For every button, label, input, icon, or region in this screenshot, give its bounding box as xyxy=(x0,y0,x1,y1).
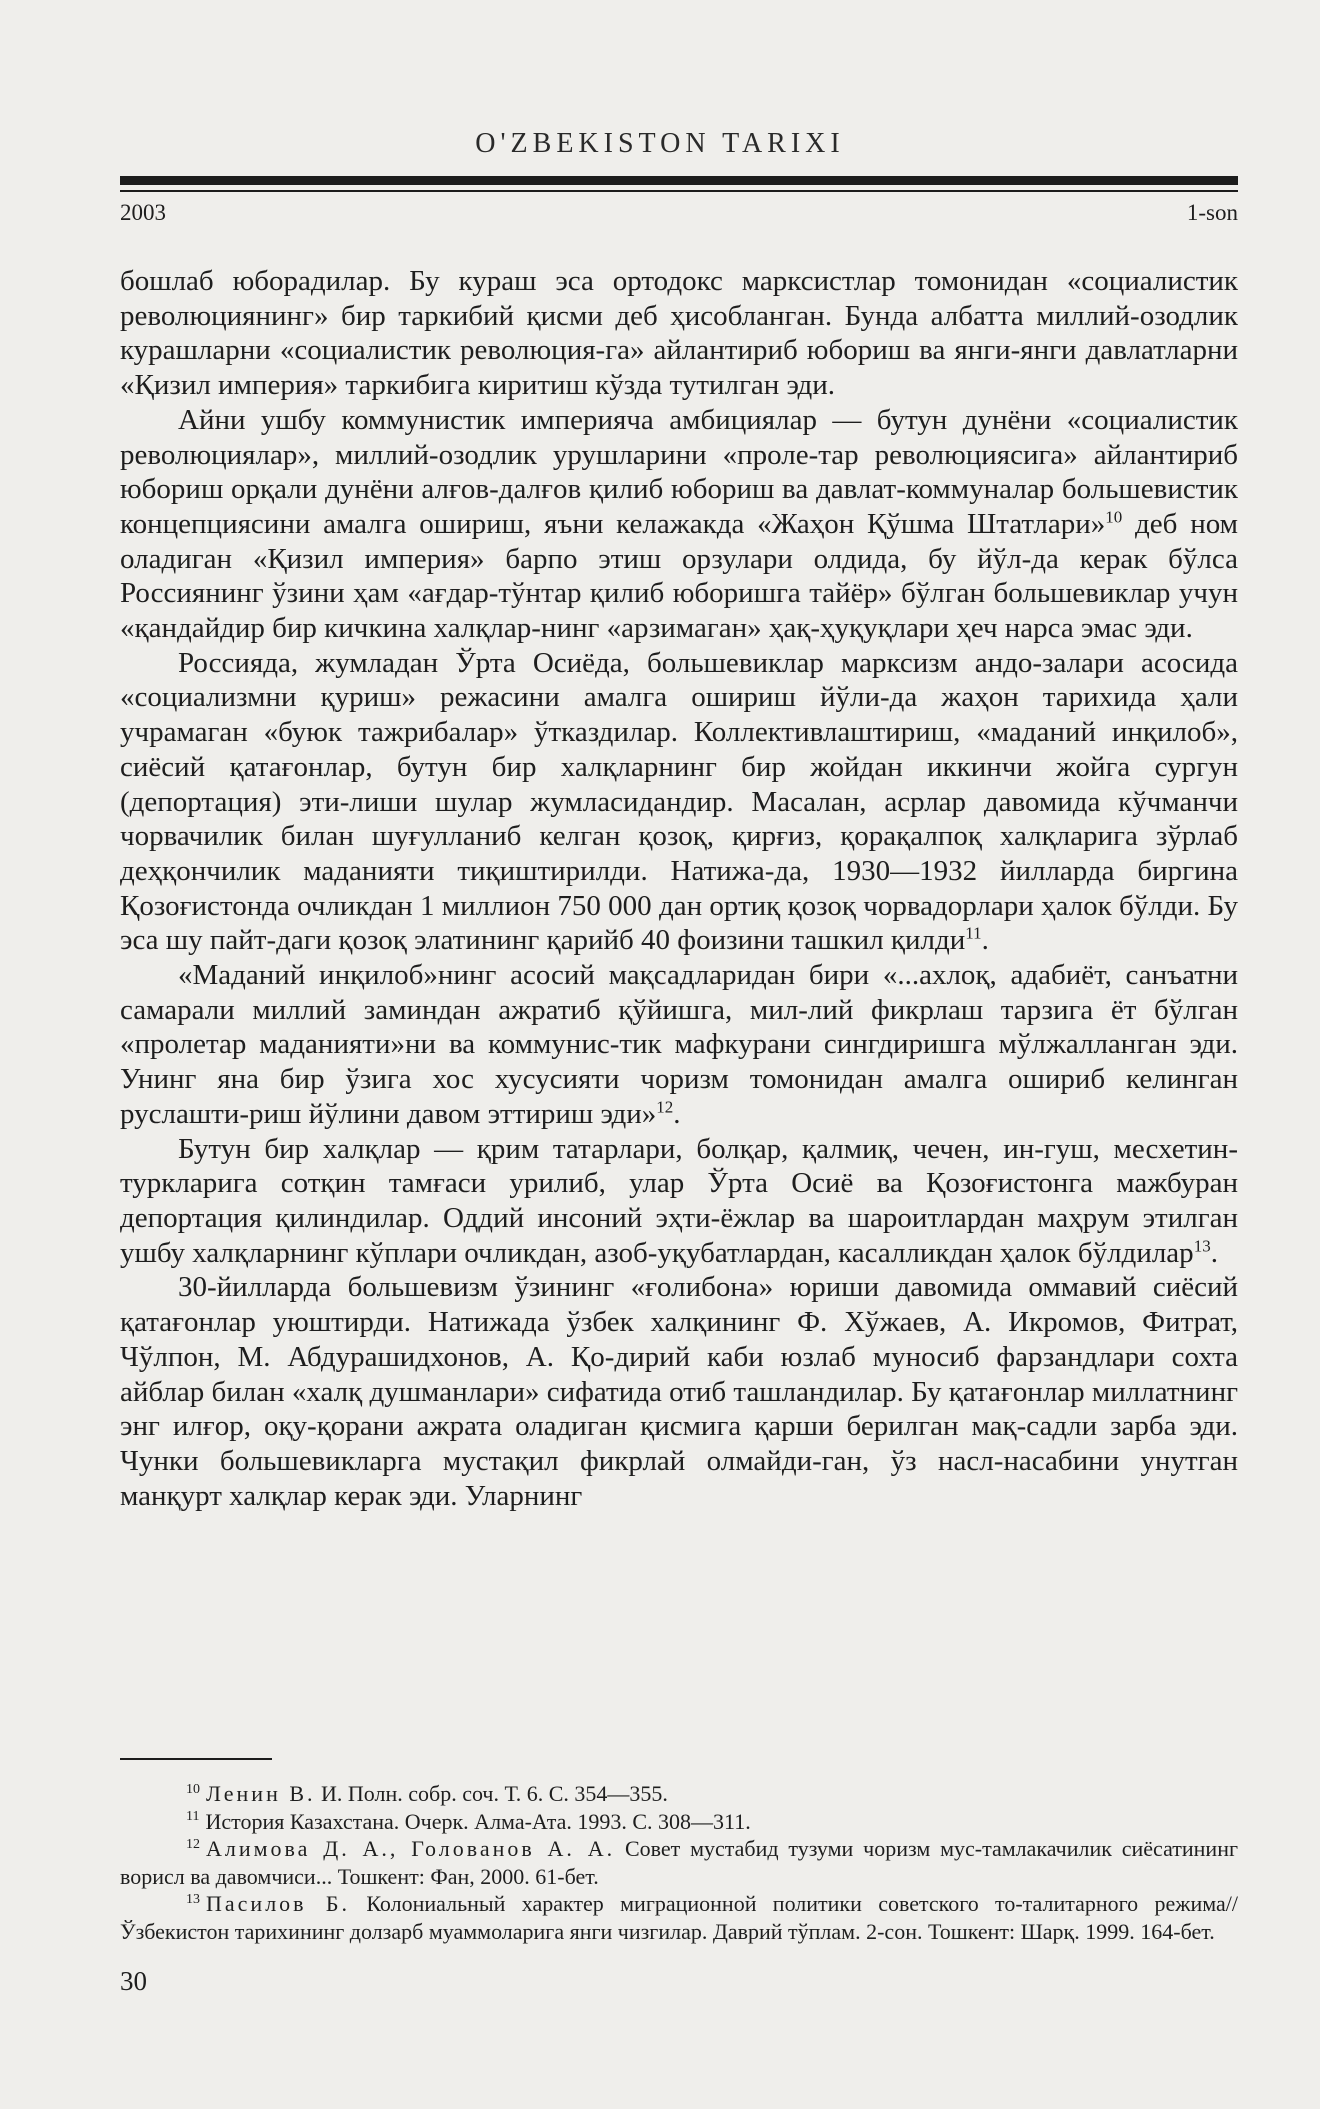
paragraph: Россияда, жумладан Ўрта Осиёда, большевиклар марксизм андо-залари асосида «социализмни қуриш» режасини амалга ошириш йўли-да жаҳон тарихида ҳали учрамаган «буюк тажрибалар» ўтказдилар. Коллективлаштириш, «маданий инқилоб», сиёсий қатағонлар, бутун бир халқларнинг бир жойдан иккинчи жойга сургун (депортация) эти-лиши шулар жумласидандир. Масалан, асрлар давомида кўчманчи чорвачилик билан шуғулланиб келган қозоқ, қирғиз, қорақалпоқ халқларига зўрлаб деҳқончилик маданияти тиқиштирилди. Натижа-да, 1930—1932 йилларда биргина Қозоғистонда очликдан 1 миллион 750 000 дан ортиқ қозоқ чорвадорлари ҳалок бўлди. Бу эса шу пайт-даги қозоқ элатининг қарийб 40 фоизини ташкил қилди$^{11}$. xyxy=(120,646,1238,957)
issue-number: 1-son xyxy=(1186,200,1238,225)
header-rule-thick xyxy=(120,176,1238,185)
footnote: $^{11}$ История Казахстана. Очерк. Алма-Ата. 1993. С. 308—311. xyxy=(186,1808,751,1834)
footnote-ref: 13 xyxy=(1193,1236,1211,1256)
footnote-separator xyxy=(120,1758,272,1760)
article-body xyxy=(120,264,1238,1513)
footnotes xyxy=(120,1780,1238,1945)
footnote-ref: 11 xyxy=(965,923,982,943)
journal-title: O'ZBEKISTON TARIXI xyxy=(475,128,845,159)
paragraph: «Маданий инқилоб»нинг асосий мақсадларидан бири «...ахлоқ, адабиёт, санъатни самарали миллий заминдан ажратиб қўйишга, мил-лий фикрлаш тарзига ёт бўлган «пролетар маданияти»ни ва коммунис-тик мафкурани сингдиришга мўлжалланган эди. Унинг яна бир ўзига хос хусусияти чоризм томонидан амалга ошириб келинган руслашти-риш йўлини давом эттириш эди»$^{12}$. xyxy=(120,959,1238,1130)
paragraph: бошлаб юборадилар. Бу кураш эса ортодокс марксистлар томонидан «социалистик революциянинг» бир таркибий қисми деб ҳисобланган. Бунда албатта миллий-озодлик курашларни «социалистик революция-га» айлантириб юбориш ва янги-янги давлатларни «Қизил империя» таркибига киритиш кўзда тутилган эди. xyxy=(120,265,1238,402)
paragraph: 30-йилларда большевизм ўзининг «ғолибона» юриши давомида оммавий сиёсий қатағонлар уюштирди. Натижада ўзбек халқининг Ф. Хўжаев, А. Икромов, Фитрат, Чўлпон, М. Абдурашидхонов, А. Қо-дирий каби юзлаб муносиб фарзандлари сохта айблар билан «халқ душманлари» сифатида отиб ташландилар. Бу қатағонлар миллатнинг энг илғор, оқу-қорани ажрата оладиган қисмига қарши берилган мақ-садли зарба эди. Чунки большевикларга мустақил фикрлай олмайди-ган, ўз насл-насабини унутган манқурт халқлар керак эди. Уларнинг xyxy=(120,1271,1238,1512)
paragraph: Бутун бир халқлар — қрим татарлари, болқар, қалмиқ, чечен, ин-гуш, месхетин-туркларига сотқин тамғаси урилиб, улар Ўрта Осиё ва Қозоғистонга мажбуран депортация қилиндилар. Оддий инсоний эҳти-ёжлар ва шароитлардан маҳрум этилган ушбу халқларнинг кўплари очликдан, азоб-уқубатлардан, касалликдан ҳалок бўлдилар$^{13}$. xyxy=(120,1132,1238,1269)
footnote-ref: 12 xyxy=(656,1097,674,1117)
footnote: $^{10}$ Ленин В. И. Полн. собр. соч. Т. 6. С. 354—355. xyxy=(186,1781,668,1806)
header-rule-thin xyxy=(120,190,1238,192)
issue-year: 2003 xyxy=(120,200,166,225)
footnote-ref: 10 xyxy=(1105,507,1123,527)
footnote: $^{13}$ Пасилов Б. Колониальный характер миграционной политики советского то-талитарного режима//Ўзбекистон тарихининг долзарб муаммоларига янги чизгилар. Даврий тўплам. 2-сон. Тошкент: Шарқ. 1999. 164-бет. xyxy=(120,1891,1238,1944)
paragraph: Айни ушбу коммунистик империяча амбициялар — бутун дунёни «социалистик революциялар», миллий-озодлик урушларини «проле-тар революциясига» айлантириб юбориш орқали дунёни алғов-далғов қилиб юбориш ва давлат-коммуналар большевистик концепциясини амалга ошириш, яъни келажакда «Жаҳон Қўшма Штатлари»$^{10}$ деб ном оладиган «Қизил империя» барпо этиш орзулари олдида, бу йўл-да керак бўлса Россиянинг ўзини ҳам «ағдар-тўнтар қилиб юборишга тайёр» бўлган большевиклар учун «қандайдир бир кичкина халқлар-нинг «арзимаган» ҳақ-ҳуқуқлари ҳеч нарса эмас эди. xyxy=(120,403,1239,645)
footnote: $^{12}$ Алимова Д. А., Голованов А. А. Совет мустабид тузуми чоризм мус-тамлакачилик сиёсатининг ворисл ва давомчиси... Тошкент: Фан, 2000. 61-бет. xyxy=(120,1836,1238,1889)
page-number: 30 xyxy=(120,1966,147,1996)
